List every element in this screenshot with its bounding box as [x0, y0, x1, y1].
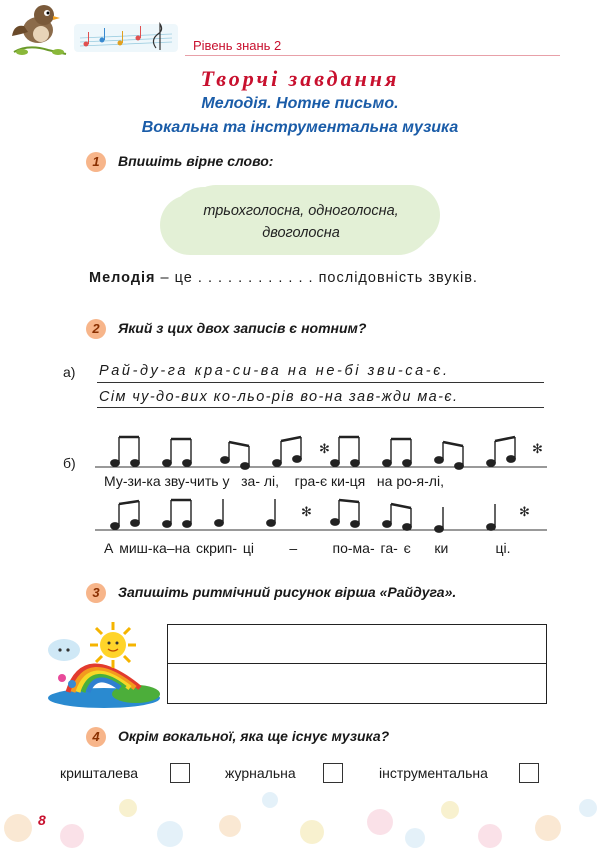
syllable: ці.: [495, 540, 511, 556]
text-line-1: [97, 382, 544, 383]
rhythm-box-divider: [167, 663, 547, 664]
syllable: на: [174, 540, 191, 556]
syllable: ро-: [396, 473, 417, 489]
syllable: миш-: [119, 540, 153, 556]
option-label-instrumental: інструментальна: [379, 765, 488, 781]
rhythm-answer-box[interactable]: [167, 624, 547, 704]
syllable: гра-: [294, 473, 320, 489]
syllable: на: [376, 473, 393, 489]
syllable: скрип-: [196, 540, 237, 556]
syllable: чить: [189, 473, 219, 489]
option-label-crystal: кришталева: [60, 765, 139, 781]
level-label: Рівень знань 2: [193, 38, 282, 53]
syllable: А: [104, 540, 114, 556]
syllable: ка: [146, 473, 161, 489]
syllable: ці: [242, 540, 255, 556]
checkbox-crystal[interactable]: [170, 763, 190, 783]
syllable: за-: [241, 473, 260, 489]
syllable: зи-: [127, 473, 147, 489]
page-subtitle-1: Мелодія. Нотне письмо.: [201, 95, 399, 112]
checkbox-journal[interactable]: [323, 763, 343, 783]
syllable: лі,: [263, 473, 280, 489]
sentence-term: Мелодія: [89, 270, 156, 286]
fill-in-sentence[interactable]: [89, 270, 478, 286]
syllable: по-: [332, 540, 353, 556]
syllable: ця: [349, 473, 366, 489]
task-number-2: 2: [86, 319, 106, 339]
asterisk-icon: ✻: [532, 442, 543, 457]
flower-decoration-icon: [0, 788, 600, 850]
syllable: лі,: [428, 473, 444, 489]
option-label-journal: журнальна: [225, 765, 296, 781]
header-divider: [185, 55, 560, 56]
task-3-instruction: Запишіть ритмічний рисунок вірша «Райдуга».: [118, 584, 457, 600]
syllable: я-: [416, 473, 429, 489]
syllable: є: [403, 540, 411, 556]
option-b-label: б): [63, 455, 76, 471]
text-line-2: [97, 407, 544, 408]
asterisk-icon: ✻: [519, 505, 530, 520]
syllable: га-: [380, 540, 398, 556]
task-number-1: 1: [86, 152, 106, 172]
lyrics-line-1: [104, 473, 444, 489]
word-options-line-2: двоголосна: [262, 225, 340, 241]
sentence-rest: – це . . . . . . . . . . . . послідовність звуків.: [155, 270, 478, 286]
music-notes-icon: [72, 18, 180, 56]
option-a-line-1: Рай-ду-га кра-си-ва на не-бі зви-са-є.: [99, 363, 450, 379]
page-subtitle-2: Вокальна та інструментальна музика: [141, 119, 459, 136]
page-title: Творчі завдання: [200, 66, 400, 91]
task-number-3: 3: [86, 583, 106, 603]
task-1-instruction: Впишіть вірне слово:: [118, 153, 274, 169]
task-4-instruction: Окрім вокальної, яка ще існує музика?: [118, 728, 390, 744]
note-staff-2: [95, 490, 550, 538]
syllable: Му-: [104, 473, 128, 489]
option-a-line-2: Сім чу-до-вих ко-льо-рів во-на зав-жди ма-є.: [99, 389, 459, 405]
task-2-instruction: Який з цих двох записів є нотним?: [118, 320, 367, 336]
note-staff-1: [95, 425, 550, 473]
syllable: ма-: [352, 540, 375, 556]
page-number: 8: [38, 812, 46, 828]
syllable: –: [289, 540, 298, 556]
syllable: є: [319, 473, 328, 489]
syllable: у: [222, 473, 230, 489]
checkbox-instrumental[interactable]: [519, 763, 539, 783]
task-number-4: 4: [86, 727, 106, 747]
word-options-line-1: трьохголосна, одноголосна,: [203, 203, 399, 219]
asterisk-icon: ✻: [319, 442, 330, 457]
syllable: ки-: [331, 473, 350, 489]
bird-icon: [8, 0, 74, 60]
word-options: [170, 200, 432, 244]
sun-icon: [88, 620, 138, 670]
syllable: ка–: [152, 540, 175, 556]
option-a-label: а): [63, 364, 76, 380]
syllable: ки: [434, 540, 449, 556]
lyrics-line-2: [104, 540, 510, 556]
syllable: зву-: [164, 473, 190, 489]
asterisk-icon: ✻: [301, 505, 312, 520]
